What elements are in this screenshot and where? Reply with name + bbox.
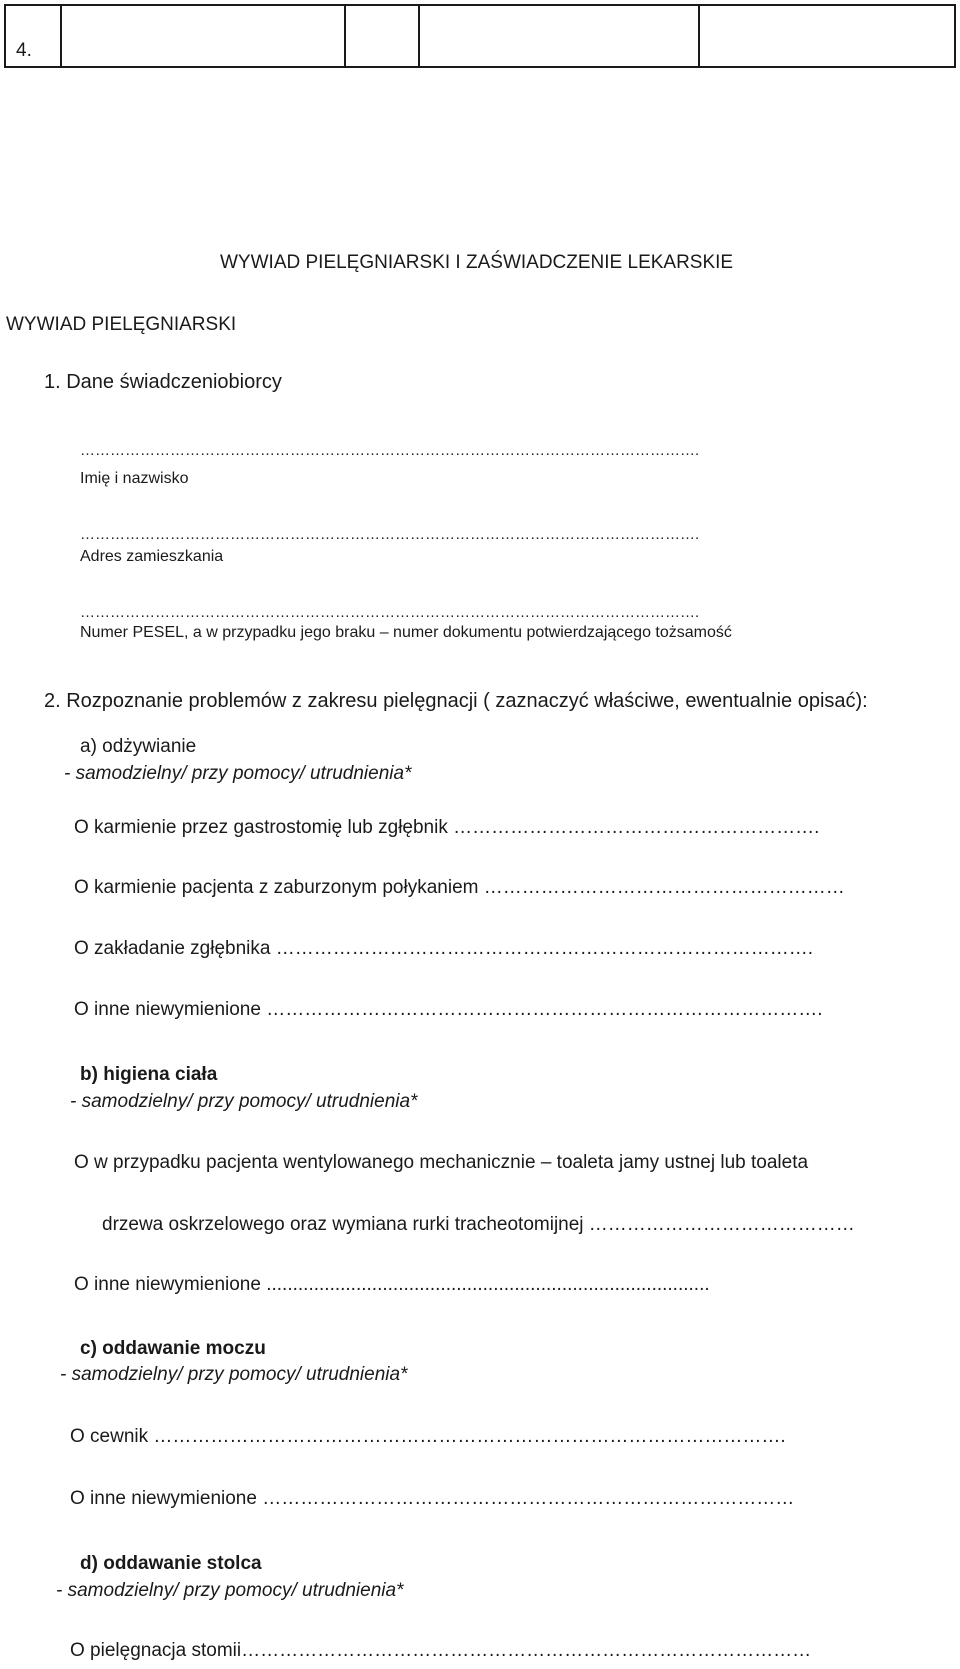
table-cell-number: 4. — [5, 5, 61, 67]
subsection-d-heading: d) oddawanie stolca — [80, 1553, 262, 1574]
option-other-c[interactable]: O inne niewymienione ………………………………………………………………………… — [70, 1488, 795, 1509]
address-label: Adres zamieszkania — [80, 548, 224, 565]
top-table — [4, 4, 956, 68]
section2-title: 2. Rozpoznanie problemów z zakresu pielęgnacji ( zaznaczyć właściwe, ewentualnie opisać): — [44, 690, 868, 712]
option-other-a[interactable]: O inne niewymienione ……………………………………………………………………………. — [74, 999, 823, 1020]
subsection-a-mode[interactable]: - samodzielny/ przy pomocy/ utrudnienia* — [64, 763, 412, 784]
address-field[interactable]: ……………………………………………………………………………………………………………. — [80, 526, 700, 543]
name-label: Imię i nazwisko — [80, 470, 189, 487]
subsection-c-heading: c) oddawanie moczu — [80, 1338, 266, 1359]
section-heading: WYWIAD PIELĘGNIARSKI — [6, 314, 237, 335]
pesel-label: Numer PESEL, a w przypadku jego braku – numer dokumentu potwierdzającego tożsamość — [80, 624, 732, 641]
option-other-b[interactable]: O inne niewymienione .................................................................................... — [74, 1274, 710, 1295]
table-cell[interactable] — [61, 5, 345, 67]
name-field[interactable]: ……………………………………………………………………………………………………………. — [80, 442, 700, 459]
document-title: WYWIAD PIELĘGNIARSKI I ZAŚWIADCZENIE LEKARSKIE — [220, 252, 734, 273]
option-stoma-care[interactable]: O pielęgnacja stomii……………………………………………………………………………… — [70, 1640, 812, 1661]
subsection-d-mode[interactable]: - samodzielny/ przy pomocy/ utrudnienia* — [56, 1580, 404, 1601]
table-cell[interactable] — [419, 5, 699, 67]
option-dysphagia[interactable]: O karmienie pacjenta z zaburzonym połykaniem ………………………………………………… — [74, 877, 845, 898]
option-tube-insertion[interactable]: O zakładanie zgłębnika …………………………………………………………………………. — [74, 938, 814, 959]
option-ventilated-toilet[interactable]: O w przypadku pacjenta wentylowanego mechanicznie – toaleta jamy ustnej lub toaleta — [74, 1152, 809, 1173]
subsection-b-heading: b) higiena ciała — [80, 1064, 218, 1085]
option-ventilated-toilet-cont: drzewa oskrzelowego oraz wymiana rurki tracheotomijnej …………………………………… — [102, 1214, 855, 1235]
table-cell[interactable] — [345, 5, 418, 67]
option-catheter[interactable]: O cewnik ………………………………………………………………………………………. — [70, 1426, 786, 1447]
option-gastrostomy[interactable]: O karmienie przez gastrostomię lub zgłębnik …………………………………………………. — [74, 817, 820, 838]
subsection-b-mode[interactable]: - samodzielny/ przy pomocy/ utrudnienia* — [70, 1091, 418, 1112]
subsection-a-heading: a) odżywianie — [80, 736, 197, 757]
table-cell[interactable] — [699, 5, 955, 67]
subsection-c-mode[interactable]: - samodzielny/ przy pomocy/ utrudnienia* — [60, 1364, 408, 1385]
section1-title: 1. Dane świadczeniobiorcy — [44, 371, 282, 393]
pesel-field[interactable]: ……………………………………………………………………………………………………………. — [80, 604, 700, 621]
